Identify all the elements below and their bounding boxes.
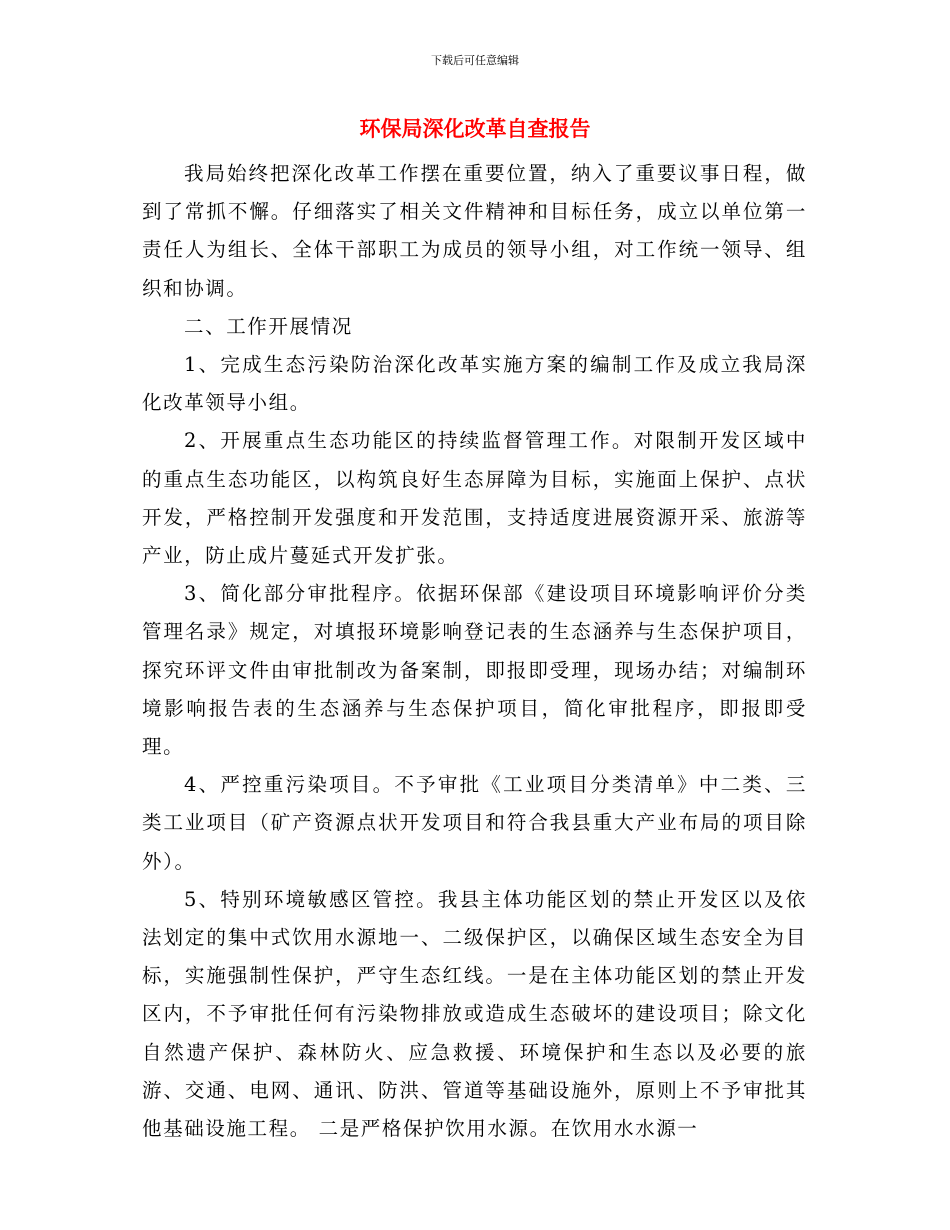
paragraph-item-5: 5、特别环境敏感区管控。我县主体功能区划的禁止开发区以及依法划定的集中式饮用水源地一、二级保护区，以确保区域生态安全为目标，实施强制性保护，严守生态红线。一是在主体功能区划的禁止开发区内，不予审批任何有污染物排放或造成生态破坏的建设项目；除文化自然遗产保护、森林防火、应急救援、环境保护和生态以及必要的旅游、交通、电网、通讯、防洪、管道等基础设施外，原则上不予审批其他基础设施工程。 二是严格保护饮用水源。在饮用水水源一 xyxy=(142,887,807,1141)
paragraph-item-2: 2、开展重点生态功能区的持续监督管理工作。对限制开发区域中的重点生态功能区，以构筑良好生态屏障为目标，实施面上保护、点状开发，严格控制开发强度和开发范围，支持适度进展资源开采、旅游等产业，防止成片蔓延式开发扩张。 xyxy=(142,429,807,568)
paragraph-item-1: 1、完成生态污染防治深化改革实施方案的编制工作及成立我局深化改革领导小组。 xyxy=(142,353,807,415)
paragraph-item-4: 4、严控重污染项目。不予审批《工业项目分类清单》中二类、三类工业项目（矿产资源点状开发项目和符合我县重大产业布局的项目除外）。 xyxy=(142,773,807,873)
paragraph-item-3: 3、简化部分审批程序。依据环保部《建设项目环境影响评价分类管理名录》规定，对填报环境影响登记表的生态涵养与生态保护项目，探究环评文件由审批制改为备案制，即报即受理，现场办结；对编制环境影响报告表的生态涵养与生态保护项目，简化审批程序，即报即受理。 xyxy=(142,582,807,759)
document-body xyxy=(142,155,807,1148)
header-note: 下载后可任意编辑 xyxy=(431,54,519,67)
document-title: 环保局深化改革自查报告 xyxy=(359,117,591,141)
paragraph-intro: 我局始终把深化改革工作摆在重要位置，纳入了重要议事日程，做到了常抓不懈。仔细落实了相关文件精神和目标任务，成立以单位第一责任人为组长、全体干部职工为成员的领导小组，对工作统一领导、组织和协调。 xyxy=(142,162,807,300)
section-heading: 二、工作开展情况 xyxy=(184,314,353,338)
